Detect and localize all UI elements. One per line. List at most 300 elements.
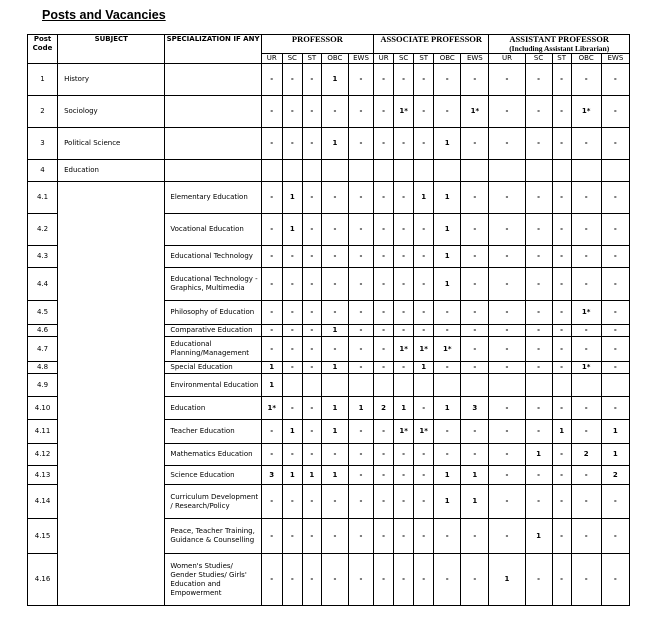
vacancy-cell: -	[394, 554, 414, 606]
category-header: EWS	[601, 54, 629, 64]
vacancy-cell: -	[348, 246, 373, 268]
vacancy-cell: -	[552, 466, 571, 485]
vacancy-cell: -	[571, 554, 601, 606]
vacancy-cell: -	[434, 519, 461, 554]
vacancy-cell: -	[601, 554, 629, 606]
vacancy-cell: -	[261, 182, 282, 214]
specialization-cell: Vocational Education	[165, 214, 261, 246]
specialization-cell: Women's Studies/ Gender Studies/ Girls' Education and Empowerment	[165, 554, 261, 606]
vacancy-cell: 1	[434, 182, 461, 214]
specialization-cell	[165, 64, 261, 96]
vacancy-cell: -	[321, 182, 348, 214]
table-row	[28, 96, 630, 128]
vacancy-cell: -	[434, 301, 461, 325]
vacancy-cell: 1	[261, 374, 282, 397]
vacancy-cell: -	[261, 325, 282, 337]
table-row	[28, 182, 630, 214]
vacancy-cell: -	[321, 485, 348, 519]
vacancy-cell: -	[394, 519, 414, 554]
vacancy-cell: 1	[321, 362, 348, 374]
assistant-professor-subtitle: (Including Assistant Librarian)	[509, 44, 610, 53]
vacancy-cell: 2	[374, 397, 394, 420]
vacancy-cell: 1*	[461, 96, 489, 128]
vacancy-cell: -	[394, 182, 414, 214]
vacancy-cell: 1*	[414, 420, 434, 444]
vacancy-cell: -	[302, 214, 321, 246]
vacancy-cell: -	[461, 362, 489, 374]
vacancy-cell: 1*	[394, 96, 414, 128]
vacancy-cell: -	[414, 64, 434, 96]
subject-cell: Education	[58, 160, 165, 182]
vacancy-cell: -	[302, 128, 321, 160]
vacancy-cell: -	[302, 485, 321, 519]
vacancy-cell	[434, 160, 461, 182]
vacancy-cell: -	[525, 268, 552, 301]
vacancy-cell: 1*	[571, 301, 601, 325]
vacancy-cell: -	[374, 519, 394, 554]
vacancy-cell: -	[414, 466, 434, 485]
vacancy-cell: -	[489, 519, 525, 554]
specialization-cell: Curriculum Development / Research/Policy	[165, 485, 261, 519]
vacancy-cell: -	[461, 246, 489, 268]
vacancy-cell: -	[302, 362, 321, 374]
vacancy-cell: -	[525, 420, 552, 444]
vacancy-cell: -	[261, 554, 282, 606]
vacancy-cell: 1*	[434, 337, 461, 362]
vacancy-cell: -	[261, 301, 282, 325]
vacancy-cell: -	[374, 128, 394, 160]
vacancy-cell	[552, 160, 571, 182]
vacancy-cell: -	[552, 301, 571, 325]
vacancy-cell: 1	[321, 420, 348, 444]
vacancy-cell: -	[374, 420, 394, 444]
vacancy-cell: -	[552, 362, 571, 374]
vacancy-cell: 1	[489, 554, 525, 606]
vacancy-cell	[489, 374, 525, 397]
vacancy-cell: 1	[461, 466, 489, 485]
vacancy-cell	[321, 160, 348, 182]
vacancy-cell: -	[489, 337, 525, 362]
vacancy-cell: -	[601, 325, 629, 337]
vacancy-cell: -	[374, 246, 394, 268]
vacancy-cell: -	[525, 246, 552, 268]
vacancy-cell: -	[374, 268, 394, 301]
vacancy-cell: -	[261, 214, 282, 246]
vacancy-cell: -	[321, 337, 348, 362]
vacancy-cell: -	[601, 246, 629, 268]
vacancy-cell: 1	[434, 214, 461, 246]
vacancy-cell: -	[434, 362, 461, 374]
vacancy-cell: -	[414, 128, 434, 160]
category-header: UR	[374, 54, 394, 64]
category-header: EWS	[461, 54, 489, 64]
vacancy-cell: -	[489, 466, 525, 485]
vacancy-cell: 1	[434, 397, 461, 420]
vacancy-cell: -	[374, 554, 394, 606]
table-row	[28, 160, 630, 182]
post-code-cell: 4.3	[28, 246, 58, 268]
vacancy-cell: -	[348, 444, 373, 466]
vacancy-cell: -	[414, 444, 434, 466]
vacancy-cell: -	[525, 337, 552, 362]
vacancy-cell: -	[302, 182, 321, 214]
vacancy-cell: 1	[525, 519, 552, 554]
vacancy-cell: -	[414, 519, 434, 554]
vacancy-cell: -	[461, 64, 489, 96]
vacancy-cell: 1	[434, 246, 461, 268]
vacancy-cell: -	[601, 182, 629, 214]
vacancy-cell: -	[525, 362, 552, 374]
post-code-cell: 4.14	[28, 485, 58, 519]
vacancy-cell: 1*	[261, 397, 282, 420]
vacancy-cell	[525, 374, 552, 397]
vacancy-cell: -	[282, 325, 302, 337]
specialization-cell	[165, 96, 261, 128]
vacancy-cell: -	[321, 519, 348, 554]
vacancy-cell: -	[348, 519, 373, 554]
vacancy-cell: -	[525, 485, 552, 519]
vacancy-cell: -	[374, 325, 394, 337]
vacancy-cell: -	[601, 362, 629, 374]
vacancy-cell: -	[489, 362, 525, 374]
category-header: OBC	[434, 54, 461, 64]
vacancy-cell: -	[552, 325, 571, 337]
vacancy-cell: -	[489, 128, 525, 160]
vacancy-cell: -	[348, 214, 373, 246]
vacancy-cell: -	[394, 466, 414, 485]
vacancy-cell: -	[302, 444, 321, 466]
vacancy-cell: -	[374, 214, 394, 246]
vacancy-cell: -	[489, 301, 525, 325]
assistant-professor-title: ASSISTANT PROFESSOR	[509, 34, 609, 44]
vacancy-cell: -	[601, 214, 629, 246]
specialization-cell: Peace, Teacher Training, Guidance & Counselling	[165, 519, 261, 554]
vacancy-cell: -	[282, 519, 302, 554]
vacancy-cell: -	[434, 420, 461, 444]
vacancy-cell: -	[571, 397, 601, 420]
category-header: UR	[261, 54, 282, 64]
vacancy-cell: -	[282, 64, 302, 96]
vacancy-cell: -	[552, 268, 571, 301]
vacancy-cell: -	[571, 420, 601, 444]
vacancy-cell: -	[348, 420, 373, 444]
vacancy-cell: -	[282, 554, 302, 606]
vacancy-cell: -	[321, 214, 348, 246]
vacancy-cell: -	[461, 214, 489, 246]
vacancy-cell: 1*	[571, 362, 601, 374]
vacancy-cell: -	[394, 325, 414, 337]
vacancy-cell: -	[601, 337, 629, 362]
vacancy-cell: -	[394, 64, 414, 96]
page-title: Posts and Vacancies	[42, 8, 166, 22]
assistant-professor-header	[489, 35, 630, 54]
subject-cell: History	[58, 64, 165, 96]
vacancy-cell: -	[552, 337, 571, 362]
vacancy-cell	[282, 374, 302, 397]
category-header: EWS	[348, 54, 373, 64]
vacancy-cell: -	[302, 554, 321, 606]
vacancy-cell: 1	[601, 420, 629, 444]
vacancy-cell: -	[552, 96, 571, 128]
post-code-cell: 2	[28, 96, 58, 128]
vacancy-cell: -	[461, 325, 489, 337]
vacancy-cell: -	[601, 301, 629, 325]
vacancy-cell: -	[525, 397, 552, 420]
vacancy-cell	[348, 374, 373, 397]
subject-cell: Political Science	[58, 128, 165, 160]
specialization-cell: Education	[165, 397, 261, 420]
vacancy-cell: -	[434, 64, 461, 96]
specialization-cell: Teacher Education	[165, 420, 261, 444]
vacancy-cell: -	[348, 362, 373, 374]
specialization-cell: Comparative Education	[165, 325, 261, 337]
vacancy-cell: -	[302, 325, 321, 337]
vacancy-cell: -	[414, 397, 434, 420]
vacancy-cell: -	[414, 554, 434, 606]
vacancy-cell: -	[461, 420, 489, 444]
subject-header: SUBJECT	[58, 35, 165, 64]
vacancy-cell: -	[552, 519, 571, 554]
vacancy-cell: -	[571, 64, 601, 96]
vacancy-cell: 2	[601, 466, 629, 485]
vacancy-cell: -	[394, 214, 414, 246]
vacancy-cell: -	[282, 246, 302, 268]
vacancy-cell	[461, 160, 489, 182]
vacancy-cell	[261, 160, 282, 182]
vacancy-cell: -	[374, 301, 394, 325]
vacancy-cell: -	[394, 128, 414, 160]
vacancy-cell: -	[525, 325, 552, 337]
vacancy-cell: -	[414, 325, 434, 337]
vacancy-cell: -	[374, 466, 394, 485]
vacancy-cell: 1	[601, 444, 629, 466]
vacancy-cell: -	[571, 325, 601, 337]
professor-header: PROFESSOR	[261, 35, 373, 54]
category-header: SC	[525, 54, 552, 64]
vacancy-cell: -	[525, 214, 552, 246]
specialization-cell: Elementary Education	[165, 182, 261, 214]
vacancy-cell: -	[489, 485, 525, 519]
vacancy-cell: 1	[461, 485, 489, 519]
post-code-cell: 4.5	[28, 301, 58, 325]
specialization-header: SPECIALIZATION IF ANY	[165, 35, 261, 64]
vacancy-cell	[552, 374, 571, 397]
specialization-cell: Mathematics Education	[165, 444, 261, 466]
vacancy-cell: -	[374, 64, 394, 96]
vacancy-cell: -	[348, 96, 373, 128]
vacancy-cell: -	[374, 362, 394, 374]
vacancy-cell: -	[571, 485, 601, 519]
vacancy-cell: -	[414, 96, 434, 128]
vacancy-cell: 1	[434, 466, 461, 485]
vacancy-cell: -	[601, 519, 629, 554]
vacancy-cell: 1	[321, 128, 348, 160]
vacancy-cell: -	[348, 337, 373, 362]
specialization-cell: Environmental Education	[165, 374, 261, 397]
vacancy-cell: -	[461, 554, 489, 606]
vacancy-cell: -	[302, 337, 321, 362]
category-header: UR	[489, 54, 525, 64]
vacancy-cell: -	[282, 337, 302, 362]
vacancy-cell: -	[394, 444, 414, 466]
vacancy-cell: -	[525, 554, 552, 606]
vacancy-cell: -	[414, 246, 434, 268]
vacancy-cell: -	[525, 182, 552, 214]
vacancy-cell: 1	[434, 485, 461, 519]
vacancy-cell: -	[461, 128, 489, 160]
vacancy-cell: -	[282, 301, 302, 325]
vacancy-cell: -	[489, 325, 525, 337]
vacancy-cell: -	[601, 128, 629, 160]
specialization-cell	[165, 128, 261, 160]
vacancy-cell: -	[571, 128, 601, 160]
vacancy-cell: -	[552, 444, 571, 466]
vacancy-cell: -	[461, 182, 489, 214]
vacancy-cell: -	[302, 519, 321, 554]
vacancy-cell: -	[571, 337, 601, 362]
vacancy-cell: 1	[394, 397, 414, 420]
vacancy-cell: 1*	[394, 337, 414, 362]
vacancy-cell: 1	[348, 397, 373, 420]
vacancy-cell: -	[434, 444, 461, 466]
vacancy-cell: -	[394, 301, 414, 325]
post-code-cell: 1	[28, 64, 58, 96]
vacancy-cell: -	[321, 444, 348, 466]
vacancy-cell: -	[571, 466, 601, 485]
post-code-cell: 4.10	[28, 397, 58, 420]
vacancy-cell: -	[601, 64, 629, 96]
vacancy-cell: -	[321, 268, 348, 301]
vacancy-cell: -	[552, 246, 571, 268]
vacancy-cell: -	[261, 64, 282, 96]
vacancy-cell: 3	[261, 466, 282, 485]
vacancy-cell: 1	[552, 420, 571, 444]
post-code-cell: 4.2	[28, 214, 58, 246]
vacancy-cell: -	[348, 268, 373, 301]
vacancy-cell: 1	[282, 182, 302, 214]
vacancy-cell: -	[434, 325, 461, 337]
vacancy-cell: -	[261, 246, 282, 268]
category-header: ST	[414, 54, 434, 64]
vacancy-cell	[601, 374, 629, 397]
post-code-cell: 4.9	[28, 374, 58, 397]
vacancy-cell: 2	[571, 444, 601, 466]
vacancy-cell	[394, 160, 414, 182]
post-code-cell: 4	[28, 160, 58, 182]
vacancy-cell: 3	[461, 397, 489, 420]
post-code-cell: 4.6	[28, 325, 58, 337]
vacancy-cell: -	[489, 420, 525, 444]
vacancy-cell: -	[571, 246, 601, 268]
vacancy-cell: -	[525, 96, 552, 128]
vacancy-cell: 1	[321, 466, 348, 485]
vacancy-cell	[571, 160, 601, 182]
vacancy-cell: -	[282, 128, 302, 160]
vacancy-cell: -	[261, 420, 282, 444]
vacancy-cell: -	[394, 485, 414, 519]
vacancy-cell	[414, 374, 434, 397]
vacancy-cell: -	[321, 96, 348, 128]
vacancy-cell: 1	[282, 214, 302, 246]
specialization-cell: Philosophy of Education	[165, 301, 261, 325]
vacancy-cell: -	[261, 128, 282, 160]
vacancy-cell: -	[348, 325, 373, 337]
post-code-cell: 4.7	[28, 337, 58, 362]
vacancy-cell: -	[302, 246, 321, 268]
vacancy-cell: -	[601, 96, 629, 128]
vacancy-cell: 1	[282, 420, 302, 444]
vacancy-cell: -	[461, 337, 489, 362]
vacancy-cell: -	[302, 397, 321, 420]
vacancy-cell: -	[282, 362, 302, 374]
vacancy-cell: -	[261, 96, 282, 128]
post-code-cell: 4.11	[28, 420, 58, 444]
post-code-cell: 3	[28, 128, 58, 160]
vacancy-cell: -	[489, 268, 525, 301]
post-code-cell: 4.15	[28, 519, 58, 554]
vacancy-cell: -	[414, 268, 434, 301]
vacancy-cell: -	[374, 485, 394, 519]
vacancy-cell: -	[348, 128, 373, 160]
specialization-cell: Science Education	[165, 466, 261, 485]
category-header: OBC	[571, 54, 601, 64]
vacancy-cell: -	[261, 485, 282, 519]
vacancy-cell: -	[261, 519, 282, 554]
vacancy-cell: -	[374, 96, 394, 128]
vacancy-cell	[394, 374, 414, 397]
vacancy-cell: -	[374, 182, 394, 214]
vacancy-cell: -	[489, 64, 525, 96]
vacancy-cell	[461, 374, 489, 397]
vacancy-cell: -	[302, 96, 321, 128]
vacancy-cell	[374, 374, 394, 397]
vacancy-cell: -	[282, 397, 302, 420]
vacancy-cell	[302, 160, 321, 182]
vacancy-cell: -	[552, 182, 571, 214]
vacancy-cell: -	[261, 337, 282, 362]
specialization-cell: Educational Technology - Graphics, Multimedia	[165, 268, 261, 301]
vacancy-cell: -	[461, 301, 489, 325]
vacancy-cell: 1	[414, 362, 434, 374]
vacancy-cell: -	[261, 268, 282, 301]
category-header: OBC	[321, 54, 348, 64]
vacancy-cell: 1	[321, 325, 348, 337]
vacancy-cell: -	[552, 214, 571, 246]
vacancy-cell: 1	[302, 466, 321, 485]
vacancy-cell	[282, 160, 302, 182]
associate-professor-header: ASSOCIATE PROFESSOR	[374, 35, 489, 54]
vacancy-cell: -	[374, 337, 394, 362]
specialization-cell: Educational Planning/Management	[165, 337, 261, 362]
vacancy-cell	[302, 374, 321, 397]
vacancy-cell: -	[571, 214, 601, 246]
vacancy-cell: 1	[282, 466, 302, 485]
vacancy-cell: 1*	[571, 96, 601, 128]
post-code-cell: 4.1	[28, 182, 58, 214]
vacancy-cell: -	[601, 485, 629, 519]
vacancy-cell	[374, 160, 394, 182]
vacancy-cell: -	[282, 485, 302, 519]
vacancy-cell: -	[489, 214, 525, 246]
post-code-cell: 4.16	[28, 554, 58, 606]
category-header: SC	[394, 54, 414, 64]
vacancy-cell: -	[394, 268, 414, 301]
subject-cell: Sociology	[58, 96, 165, 128]
vacancy-cell: 1	[321, 64, 348, 96]
vacancy-cell: 1*	[414, 337, 434, 362]
vacancy-cell: -	[261, 444, 282, 466]
vacancy-cell: -	[489, 246, 525, 268]
